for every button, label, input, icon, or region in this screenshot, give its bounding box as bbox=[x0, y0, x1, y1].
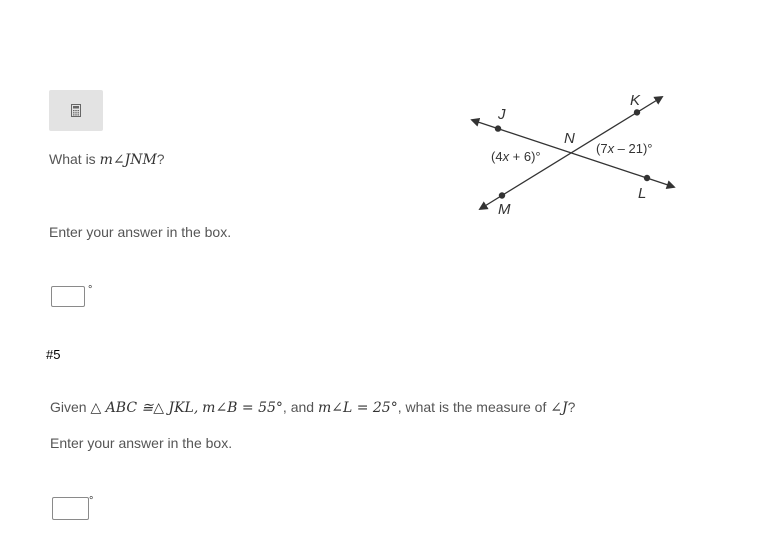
question2-instruction: Enter your answer in the box. bbox=[50, 435, 233, 451]
intersecting-lines-diagram bbox=[460, 85, 690, 225]
question1-prompt-prefix: What is bbox=[49, 151, 100, 167]
label-n: N bbox=[564, 130, 575, 147]
question2-and-label: , and bbox=[282, 399, 318, 415]
question2-question-mark: ? bbox=[567, 399, 576, 415]
question1-degree-unit: ° bbox=[88, 284, 93, 296]
question2-congruence-math: △ ABC ≅△ JKL, bbox=[90, 400, 199, 416]
question2-given-label: Given bbox=[50, 399, 91, 415]
question2-target-math: ∠J bbox=[550, 400, 568, 416]
point-j bbox=[495, 125, 501, 131]
point-l bbox=[644, 175, 650, 181]
question1-instruction: Enter your answer in the box. bbox=[49, 224, 232, 240]
label-l: L bbox=[638, 185, 647, 202]
question2-number: #5 bbox=[46, 347, 61, 362]
label-k: K bbox=[630, 92, 641, 109]
label-j: J bbox=[498, 106, 506, 123]
question2-ask-text: , what is the measure of bbox=[397, 399, 551, 415]
question2-angle-l-math: m∠L = 25° bbox=[317, 400, 398, 416]
question2-prompt bbox=[50, 399, 575, 416]
point-m bbox=[499, 192, 505, 198]
angle-jnm-expression: (4x + 6)° bbox=[491, 149, 541, 164]
point-k bbox=[634, 109, 640, 115]
question2-degree-unit: ° bbox=[89, 495, 94, 507]
question1-prompt-math: m∠JNM bbox=[99, 152, 157, 168]
question1-answer-input[interactable] bbox=[51, 286, 85, 307]
question1-prompt-suffix: ? bbox=[156, 151, 165, 167]
label-m: M bbox=[498, 201, 511, 218]
question2-angle-b-math: m∠B = 55° bbox=[202, 400, 283, 416]
question2-answer-input[interactable] bbox=[52, 497, 89, 520]
calculator-button[interactable] bbox=[49, 90, 103, 131]
question1-prompt bbox=[49, 151, 165, 168]
angle-knl-expression: (7x – 21)° bbox=[596, 141, 653, 156]
calculator-icon bbox=[71, 104, 81, 117]
